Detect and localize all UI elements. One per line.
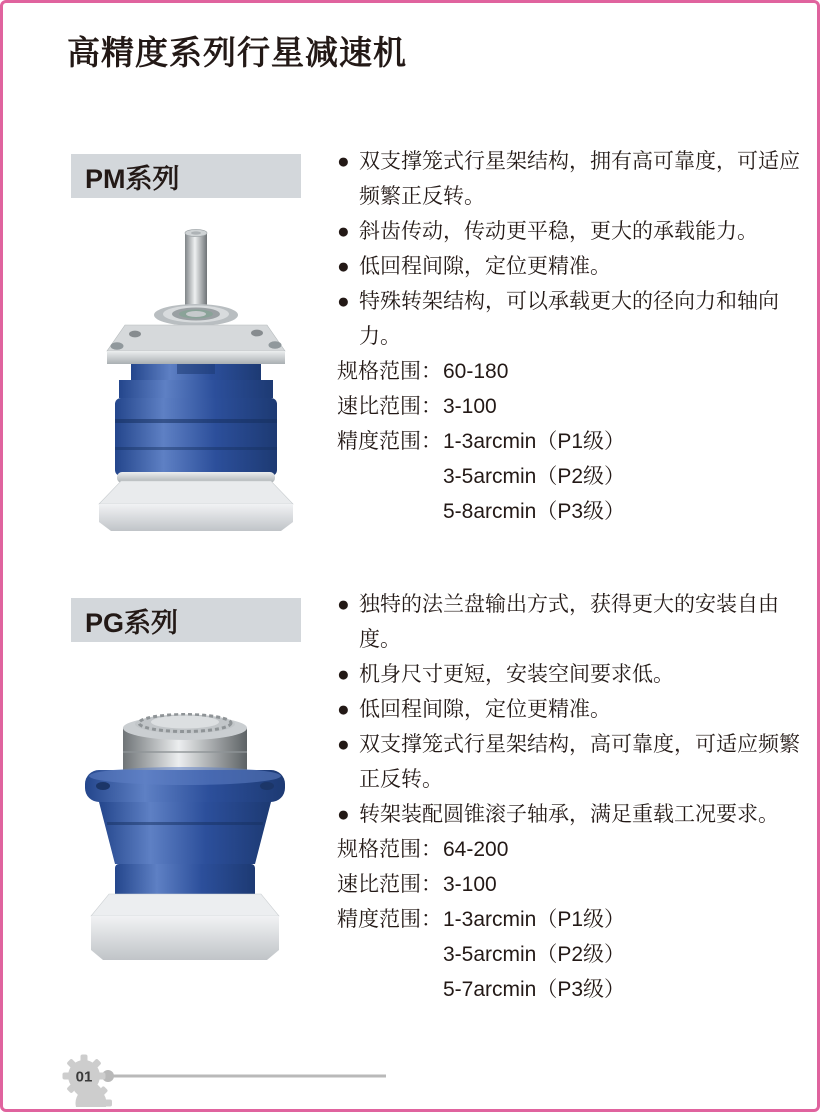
feature-text: 双支撑笼式行星架结构，高可靠度，可适应频繁正反转。 xyxy=(359,733,800,791)
page-number: 01 xyxy=(75,1068,93,1086)
bullet-icon: ● xyxy=(337,220,350,243)
bullet-icon: ● xyxy=(337,663,350,686)
bullet-icon: ● xyxy=(337,698,350,721)
pg-spec-row xyxy=(337,867,803,902)
spec-label xyxy=(337,494,443,529)
spec-value: 64-200 xyxy=(443,838,509,861)
pg-feature-item xyxy=(337,587,803,657)
spec-value: 60-180 xyxy=(443,360,509,383)
pg-info-column xyxy=(337,587,803,1007)
footer xyxy=(61,1051,401,1107)
feature-text: 双支撑笼式行星架结构，拥有高可靠度，可适应频繁正反转。 xyxy=(359,150,800,208)
pm-spec-row xyxy=(337,389,803,424)
spec-value: 3-5arcmin（P2级） xyxy=(443,465,626,488)
spec-label: 规格范围： xyxy=(337,360,442,383)
spec-label: 规格范围： xyxy=(337,838,442,861)
bullet-icon: ● xyxy=(337,150,350,173)
pm-feature-item xyxy=(337,284,803,354)
pg-feature-item xyxy=(337,657,803,692)
spec-label: 速比范围： xyxy=(337,395,442,418)
spec-label: 精度范围： xyxy=(337,430,442,453)
pg-feature-item xyxy=(337,797,803,832)
pm-spec-row xyxy=(337,424,803,459)
spec-value: 5-8arcmin（P3级） xyxy=(443,500,626,523)
pm-gearbox-illustration xyxy=(91,223,301,535)
bullet-icon: ● xyxy=(337,255,350,278)
gear-icon xyxy=(63,1055,106,1098)
spec-label xyxy=(337,937,443,972)
footer-rule xyxy=(105,1075,386,1078)
pm-spec-row xyxy=(337,459,803,494)
spec-value: 3-100 xyxy=(443,395,497,418)
pm-spec-row xyxy=(337,354,803,389)
pm-info-column xyxy=(337,144,803,529)
bullet-icon: ● xyxy=(337,290,350,313)
pm-series-header xyxy=(71,154,301,198)
spec-value: 3-100 xyxy=(443,873,497,896)
spec-value: 1-3arcmin（P1级） xyxy=(443,908,626,931)
spec-value: 5-7arcmin（P3级） xyxy=(443,978,626,1001)
spec-label xyxy=(337,972,443,1007)
feature-text: 机身尺寸更短，安装空间要求低。 xyxy=(359,663,674,686)
pg-product-image xyxy=(65,706,305,968)
pg-series-header xyxy=(71,598,301,642)
bullet-icon: ● xyxy=(337,803,350,826)
feature-text: 斜齿传动，传动更平稳，更大的承载能力。 xyxy=(359,220,758,243)
spec-value: 1-3arcmin（P1级） xyxy=(443,430,626,453)
pg-spec-row xyxy=(337,937,803,972)
bullet-icon: ● xyxy=(337,733,350,756)
spec-label: 精度范围： xyxy=(337,908,442,931)
feature-text: 独特的法兰盘输出方式，获得更大的安装自由度。 xyxy=(359,593,779,651)
pg-series-label: PG系列 xyxy=(85,607,179,638)
pg-spec-row xyxy=(337,972,803,1007)
pm-product-image xyxy=(91,223,301,535)
bullet-icon: ● xyxy=(337,593,350,616)
pg-gearbox-illustration xyxy=(65,706,305,968)
pm-series-label: PM系列 xyxy=(85,163,180,194)
pm-feature-item xyxy=(337,249,803,284)
spec-label xyxy=(337,459,443,494)
pm-feature-item xyxy=(337,144,803,214)
pm-feature-item xyxy=(337,214,803,249)
pg-spec-row xyxy=(337,902,803,937)
feature-text: 低回程间隙，定位更精准。 xyxy=(359,255,611,278)
spec-label: 速比范围： xyxy=(337,873,442,896)
feature-text: 特殊转架结构，可以承载更大的径向力和轴向力。 xyxy=(359,290,779,348)
footer-decoration xyxy=(61,1051,401,1107)
pm-spec-row xyxy=(337,494,803,529)
spec-value: 3-5arcmin（P2级） xyxy=(443,943,626,966)
pg-feature-item xyxy=(337,692,803,727)
page-title: 高精度系列行星减速机 xyxy=(67,34,407,71)
pg-feature-item xyxy=(337,727,803,797)
feature-text: 低回程间隙，定位更精准。 xyxy=(359,698,611,721)
pg-spec-row xyxy=(337,832,803,867)
feature-text: 转架装配圆锥滚子轴承，满足重载工况要求。 xyxy=(359,803,779,826)
